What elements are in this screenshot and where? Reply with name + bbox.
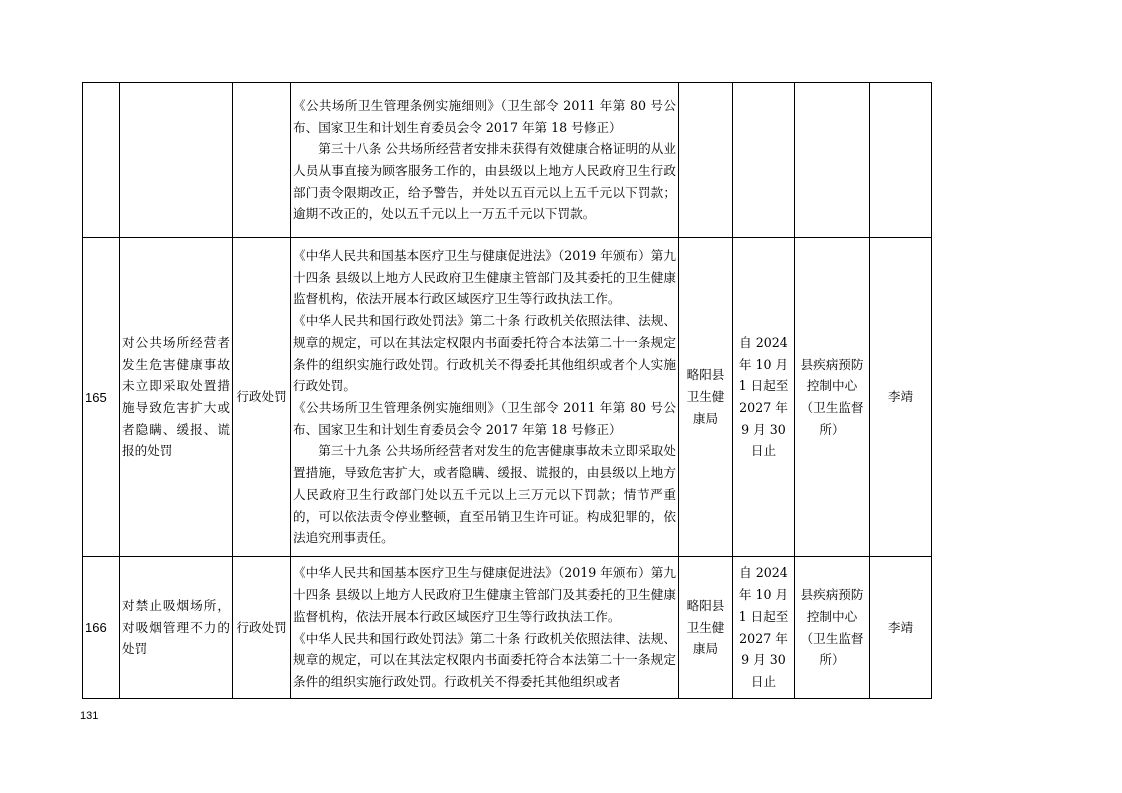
- legal-basis: [291, 238, 679, 557]
- legal-basis-paragraph: 《中华人民共和国行政处罚法》第二十条 行政机关依照法律、法规、规章的规定，可以在其法定权限内书面委托符合本法第二十一条规定条件的组织实施行政处罚。行政机关不得委托其他组织或者个人实施行政处罚。: [293, 313, 676, 394]
- legal-basis-paragraph: 《中华人民共和国基本医疗卫生与健康促进法》（2019 年颁布）第九十四条 县级以上地方人民政府卫生健康主管部门及其委托的卫生健康监督机构，依法开展本行政区域医疗卫生等行政执法工作。: [293, 565, 676, 624]
- item-name: [120, 83, 233, 238]
- entrusted-org: 县疾病预防控制中心（卫生监督所）: [795, 238, 870, 557]
- item-name: 对公共场所经营者发生危害健康事故未立即采取处置措施导致危害扩大或者隐瞒、缓报、谎报的处罚: [120, 238, 233, 557]
- legal-basis: [291, 83, 679, 238]
- authorization-table: [82, 82, 932, 699]
- authorization-period: 自 2024 年 10 月 1 日起至 2027 年 9 月 30 日止: [733, 557, 795, 699]
- legal-basis-paragraph: 第三十八条 公共场所经营者安排未获得有效健康合格证明的从业人员从事直接为顾客服务工作的，由县级以上地方人民政府卫生行政部门责令限期改正，给予警告，并处以五百元以上五千元以下罚款；逾期不改正的，处以五千元以上一万五千元以下罚款。: [293, 141, 676, 222]
- legal-basis-paragraph: 《公共场所卫生管理条例实施细则》（卫生部令 2011 年第 80 号公布、国家卫生和计划生育委员会令 2017 年第 18 号修正）: [293, 97, 676, 135]
- contact-person: [870, 83, 932, 238]
- item-number: [83, 83, 120, 238]
- responsible-dept: 略阳县卫生健康局: [679, 238, 733, 557]
- legal-basis-paragraph: 第三十九条 公共场所经营者对发生的危害健康事故未立即采取处置措施，导致危害扩大，或者隐瞒、缓报、谎报的，由县级以上地方人民政府卫生行政部门处以五千元以上三万元以下罚款；情节严重的，可以依法责令停业整顿，直至吊销卫生许可证。构成犯罪的，依法追究刑事责任。: [293, 443, 676, 546]
- item-number: 166: [83, 557, 120, 699]
- table-row: [83, 83, 932, 238]
- legal-basis: [291, 557, 679, 699]
- item-number: 165: [83, 238, 120, 557]
- contact-person: 李靖: [870, 238, 932, 557]
- contact-person: 李靖: [870, 557, 932, 699]
- authorization-period: 自 2024 年 10 月 1 日起至 2027 年 9 月 30 日止: [733, 238, 795, 557]
- responsible-dept: [679, 83, 733, 238]
- authorization-period: [733, 83, 795, 238]
- entrusted-org: 县疾病预防控制中心（卫生监督所）: [795, 557, 870, 699]
- legal-basis-paragraph: 《中华人民共和国行政处罚法》第二十条 行政机关依照法律、法规、规章的规定，可以在其法定权限内书面委托符合本法第二十一条规定条件的组织实施行政处罚。行政机关不得委托其他组织或者: [293, 630, 676, 689]
- entrusted-org: [795, 83, 870, 238]
- legal-basis-paragraph: 《中华人民共和国基本医疗卫生与健康促进法》（2019 年颁布）第九十四条 县级以上地方人民政府卫生健康主管部门及其委托的卫生健康监督机构，依法开展本行政区域医疗卫生等行政执法工作。: [293, 248, 676, 307]
- legal-basis-paragraph: 《公共场所卫生管理条例实施细则》（卫生部令 2011 年第 80 号公布、国家卫生和计划生育委员会令 2017 年第 18 号修正）: [293, 400, 676, 437]
- table-row: [83, 238, 932, 557]
- item-type: 行政处罚: [233, 238, 291, 557]
- item-type: 行政处罚: [233, 557, 291, 699]
- item-name: 对禁止吸烟场所，对吸烟管理不力的处罚: [120, 557, 233, 699]
- responsible-dept: 略阳县卫生健康局: [679, 557, 733, 699]
- page-number: 131: [80, 710, 99, 722]
- table-row: [83, 557, 932, 699]
- item-type: [233, 83, 291, 238]
